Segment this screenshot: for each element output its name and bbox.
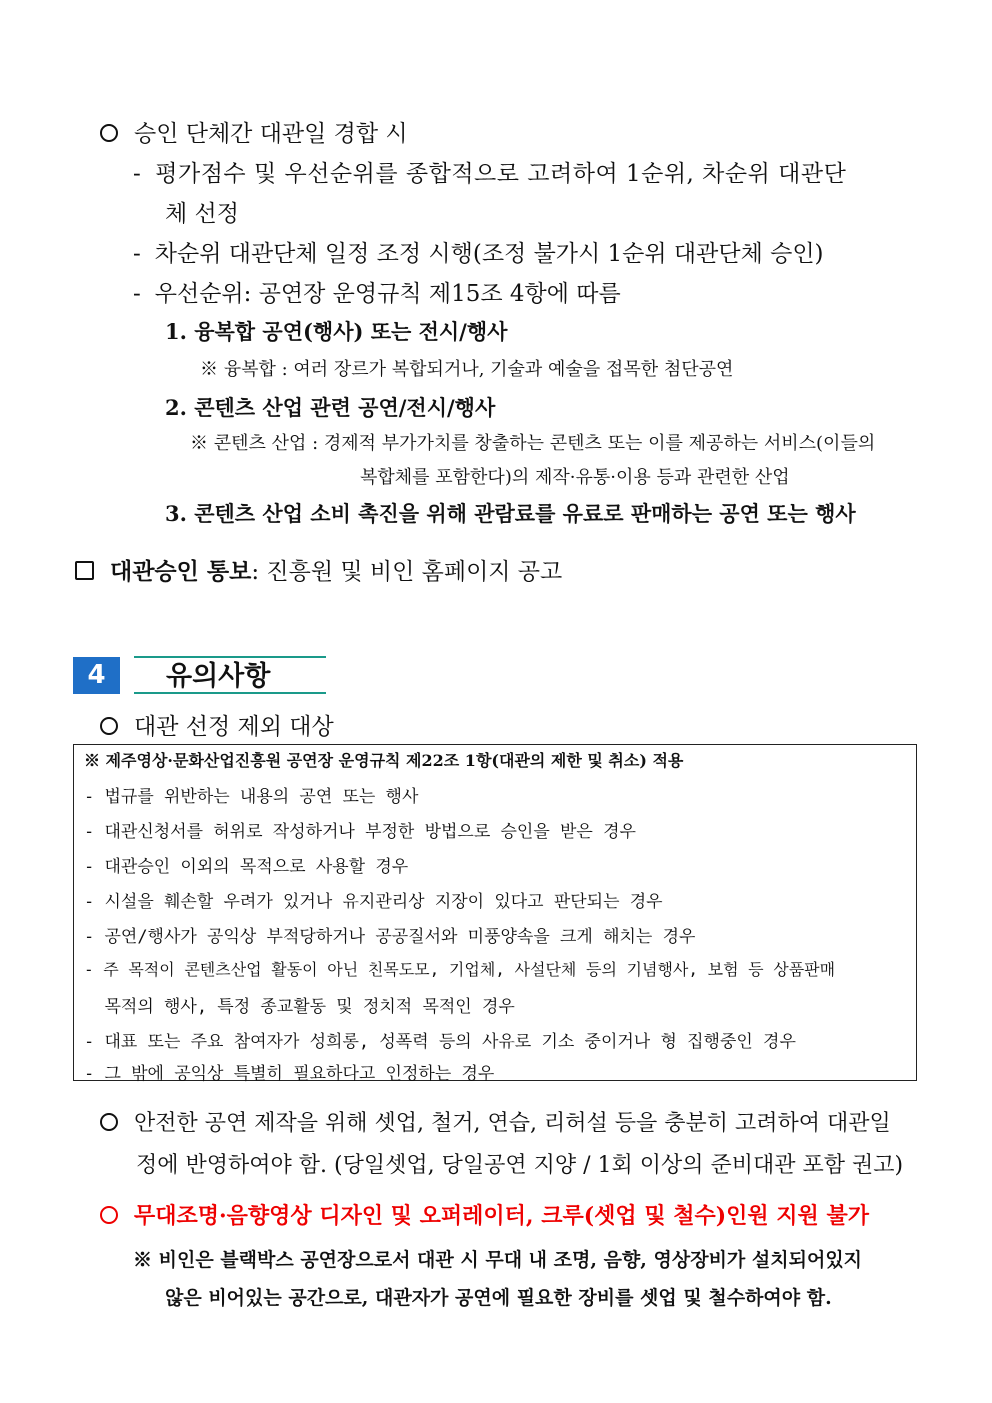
exclusion-heading: 대관 선정 제외 대상 — [100, 708, 334, 741]
priority-2-note-cont: 복합체를 포함한다)의 제작·유통·이용 등과 관련한 산업 — [360, 467, 790, 488]
priority-2: 2. 콘텐츠 산업 관련 공연/전시/행사 — [165, 395, 496, 420]
priority-3: 3. 콘텐츠 산업 소비 촉진을 위해 관람료를 유료로 판매하는 공연 또는 행사 — [165, 501, 856, 526]
priority-1: 1. 융복합 공연(행사) 또는 전시/행사 — [165, 319, 508, 344]
warning-note-cont: 않은 비어있는 공간으로, 대관자가 공연에 필요한 장비를 셋업 및 철수하여야 함. — [165, 1287, 832, 1309]
exclusion-line: 목적의 행사, 특정 종교활동 및 정치적 목적인 경우 — [84, 997, 515, 1017]
exclusion-line: - 대관신청서를 허위로 작성하거나 부정한 방법으로 승인을 받은 경우 — [84, 822, 636, 842]
exclusion-line: - 대표 또는 주요 참여자가 성희롱, 성폭력 등의 사유로 기소 중이거나 형 집행중인 경우 — [84, 1032, 796, 1052]
safety-paragraph-cont: 정에 반영하여야 함. (당일셋업, 당일공연 지양 / 1회 이상의 준비대관 포함 권고) — [136, 1153, 904, 1178]
exclusion-line: - 시설을 훼손할 우려가 있거나 유지관리상 지장이 있다고 판단되는 경우 — [84, 892, 663, 912]
exclusion-box-title: ※ 제주영상·문화산업진흥원 공연장 운영규칙 제22조 1항(대관의 제한 및 취소) 적용 — [84, 751, 684, 770]
approval-heading: 승인 단체간 대관일 경합 시 — [100, 115, 408, 148]
circle-bullet-icon — [100, 124, 118, 142]
circle-bullet-icon — [100, 717, 118, 735]
circle-bullet-icon — [100, 1206, 118, 1224]
exclusion-line: - 법규를 위반하는 내용의 공연 또는 행사 — [84, 787, 419, 807]
approval-item-3: - 우선순위: 공연장 운영규칙 제15조 4항에 따름 — [133, 281, 621, 307]
priority-2-note: ※ 콘텐츠 산업 : 경제적 부가가치를 창출하는 콘텐츠 또는 이를 제공하는 서비스(이들의 — [190, 433, 876, 454]
exclusion-line: - 공연/행사가 공익상 부적당하거나 공공질서와 미풍양속을 크게 해치는 경우 — [84, 927, 696, 947]
approval-item-2: - 차순위 대관단체 일정 조정 시행(조정 불가시 1순위 대관단체 승인) — [133, 241, 824, 267]
section-number: 4 — [73, 657, 120, 694]
exclusion-box — [73, 744, 917, 1084]
approval-notice — [75, 553, 562, 586]
notice-label: 대관승인 통보 — [110, 558, 252, 585]
square-bullet-icon — [75, 561, 94, 580]
approval-item-1: - 평가점수 및 우선순위를 종합적으로 고려하여 1순위, 차순위 대관단 — [133, 161, 847, 187]
warning-text: 무대조명·음향영상 디자인 및 오퍼레이터, 크루(셋업 및 철수)인원 지원 불가 — [100, 1199, 869, 1230]
approval-item-1-cont: 체 선정 — [165, 201, 239, 227]
safety-paragraph: 안전한 공연 제작을 위해 셋업, 철거, 연습, 리허설 등을 충분히 고려하여 대관일 — [100, 1106, 891, 1137]
circle-bullet-icon — [100, 1113, 118, 1131]
warning-note: ※ 비인은 블랙박스 공연장으로서 대관 시 무대 내 조명, 음향, 영상장비가 설치되어있지 — [133, 1249, 863, 1271]
notice-text: : 진흥원 및 비인 홈페이지 공고 — [251, 559, 563, 585]
exclusion-line: - 주 목적이 콘텐츠산업 활동이 아닌 친목도모, 기업체, 사설단체 등의 기념행사, 보험 등 상품판매 — [84, 960, 836, 979]
exclusion-line: - 대관승인 이외의 목적으로 사용할 경우 — [84, 857, 409, 877]
priority-1-note: ※ 융복합 : 여러 장르가 복합되거나, 기술과 예술을 접목한 첨단공연 — [200, 359, 734, 380]
exclusion-line: - 그 밖에 공익상 특별히 필요하다고 인정하는 경우 — [84, 1064, 495, 1084]
section-title: 유의사항 — [134, 656, 326, 694]
